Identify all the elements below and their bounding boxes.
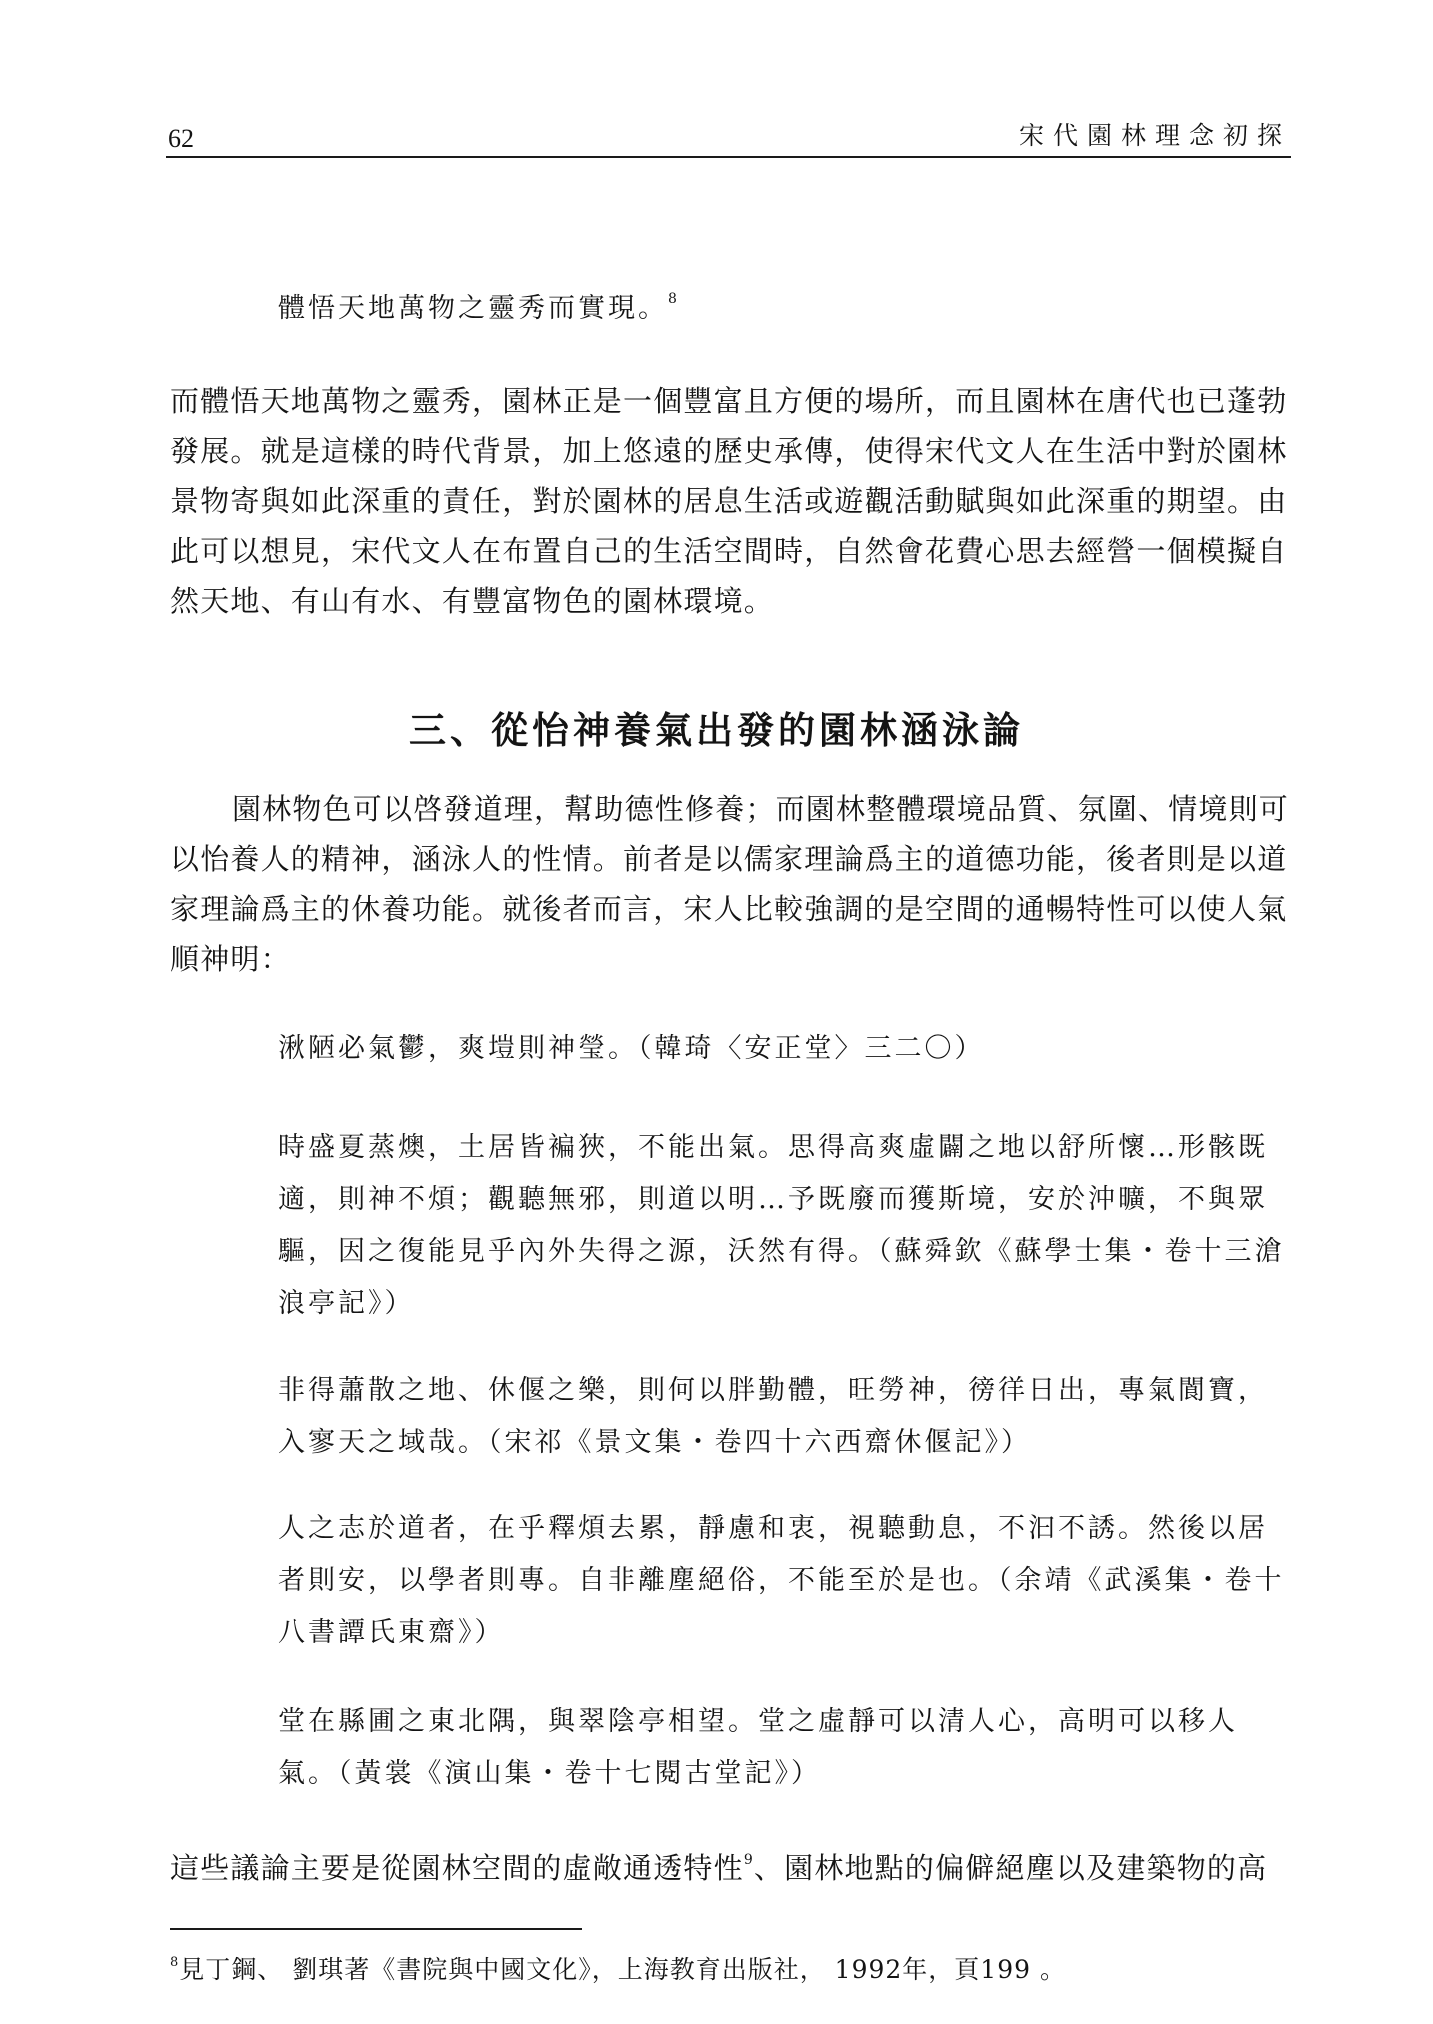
top-quote	[278, 283, 1290, 335]
body-paragraph-2: 園林物色可以啓發道理，幫助德性修養；而園林整體環境品質、氛圍、情境則可以怡養人的精神，涵泳人的性情。前者是以儒家理論爲主的道德功能，後者則是以道家理論爲主的休養功能。就後者而言，宋人比較強調的是空間的通暢特性可以使人氣順神明：	[170, 792, 1290, 976]
footnote-text: 見丁鋼、 劉琪著《書院與中國文化》，上海教育出版社， 1992年，頁199 。	[179, 1955, 1066, 1984]
footnote-rule	[170, 1928, 582, 1930]
block-quote-5: 堂在縣圃之東北隅，與翠陰亭相望。堂之虛靜可以清人心，高明可以移人氣。（黃裳《演山集・卷十七閱古堂記》）	[278, 1706, 1238, 1789]
body-paragraph-1: 而體悟天地萬物之靈秀，園林正是一個豐富且方便的場所，而且園林在唐代也已蓬勃發展。就是這樣的時代背景，加上悠遠的歷史承傳，使得宋代文人在生活中對於園林景物寄與如此深重的責任，對於園林的居息生活或遊觀活動賦與如此深重的期望。由此可以想見，宋代文人在布置自己的生活空間時，自然會花費心思去經營一個模擬自然天地、有山有水、有豐富物色的園林環境。	[170, 384, 1288, 618]
page-number: 62	[168, 124, 194, 153]
footnote-ref-9: 9	[743, 1852, 754, 1868]
running-title: 宋代園林理念初探	[1018, 121, 1291, 150]
top-quote-text: 體悟天地萬物之靈秀而實現。	[278, 293, 668, 324]
footnote-ref-8: 8	[668, 291, 680, 307]
body-paragraph-3	[170, 1843, 1294, 1893]
block-quote-4: 人之志於道者，在乎釋煩去累，靜慮和衷，視聽動息，不汩不誘。然後以居者則安，以學者則專。自非離塵絕俗，不能至於是也。（余靖《武溪集・卷十八書譚氏東齋》）	[278, 1513, 1285, 1648]
header-rule	[166, 156, 1291, 158]
paragraph-3-text-b: 、園林地點的偏僻絕塵以及建築物的高	[753, 1851, 1268, 1885]
block-quote-3: 非得蕭散之地、休偃之樂，則何以胖勤體，旺勞神，徬徉日出，專氣閬寶，入寥天之域哉。（宋祁《景文集・卷四十六西齋休偃記》）	[278, 1375, 1268, 1458]
block-quote-1: 湫陋必氣鬱，爽塏則神瑩。（韓琦〈安正堂〉三二〇）	[278, 1033, 985, 1064]
paragraph-3-text-a: 這些議論主要是從園林空間的虛敞通透特性	[170, 1851, 744, 1885]
block-quote-2: 時盛夏蒸燠，土居皆褊狹，不能出氣。思得高爽虛闢之地以舒所懷…形骸既適，則神不煩；觀聽無邪，則道以明…予既廢而獲斯境，安於沖曠，不與眾驅，因之復能見乎內外失得之源，沃然有得。（蘇舜欽《蘇學士集・卷十三滄浪亭記》）	[278, 1132, 1285, 1319]
footnote-8	[170, 1950, 1066, 1986]
section-heading: 三、從怡神養氣出發的園林涵泳論	[409, 709, 1024, 752]
footnote-marker: 8	[170, 1955, 180, 1970]
